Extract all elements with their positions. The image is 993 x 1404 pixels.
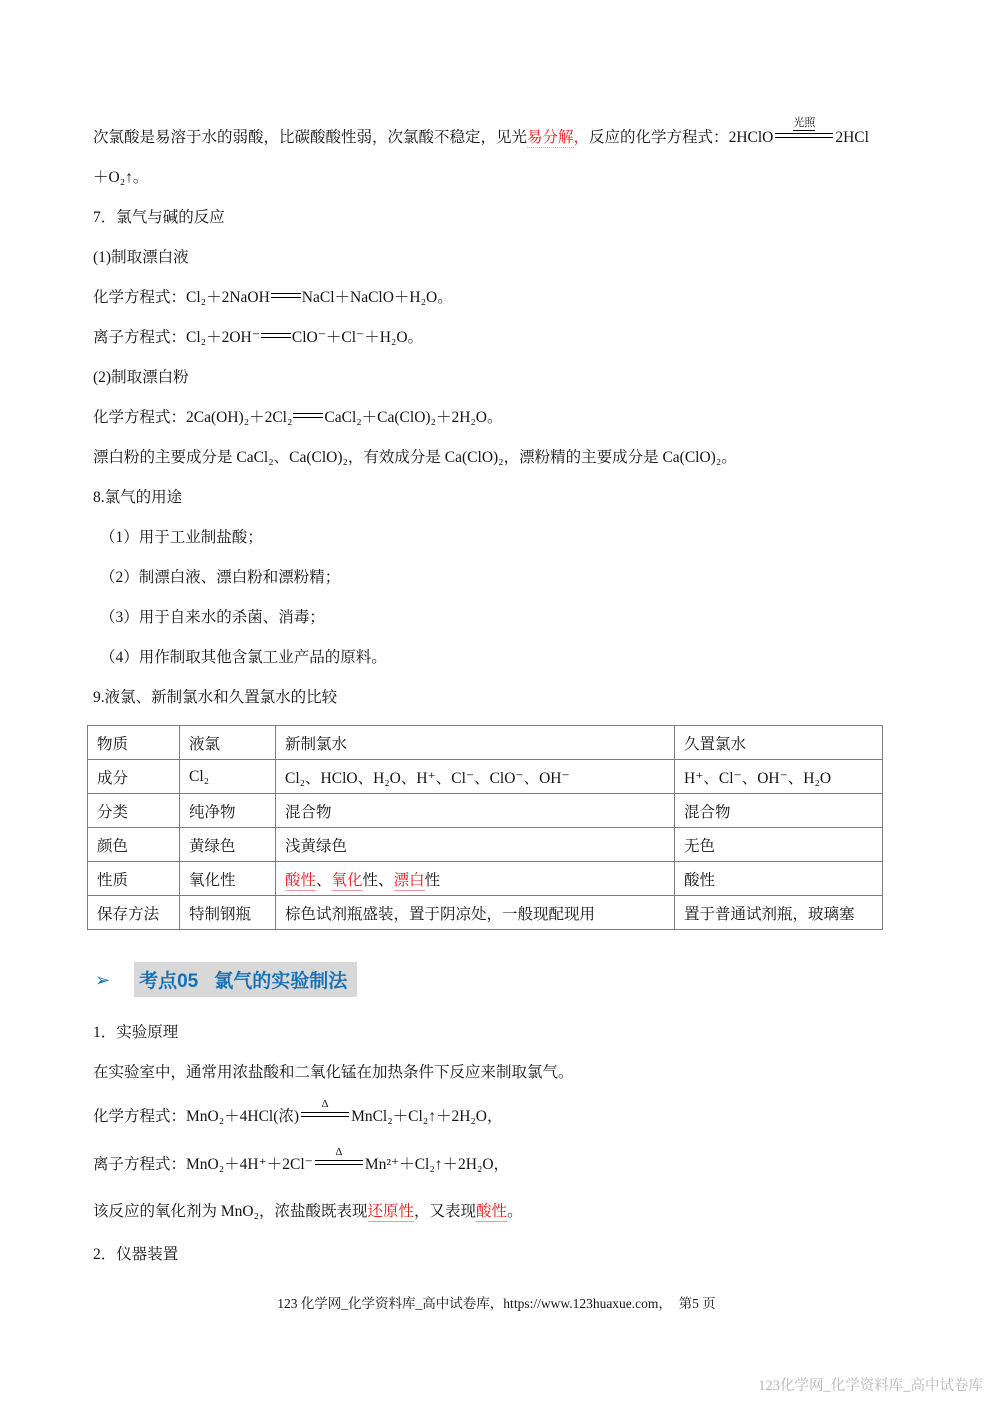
- oxidant-mid: ，又表现: [414, 1203, 477, 1220]
- cell-aged: 酸性: [675, 862, 883, 896]
- document-body: [93, 118, 903, 1275]
- header-substance: 物质: [88, 726, 180, 760]
- heading-section-7: 7．氯气与碱的反应: [93, 209, 225, 226]
- topic-heading: [134, 962, 357, 997]
- topic-heading-block: [93, 962, 903, 997]
- cell-liquid: 黄绿色: [180, 828, 276, 862]
- double-bond-line: [271, 293, 301, 298]
- item-bleach-liquid: (1)制取漂白液: [93, 249, 189, 266]
- equation-bleach-liquid-ionic: [93, 318, 903, 358]
- condition-light-label: 光照: [793, 117, 815, 131]
- row-label: 颜色: [88, 828, 180, 862]
- heading-exp-principle: 1．实验原理: [93, 1024, 179, 1041]
- red-comma: ，: [573, 129, 590, 146]
- double-bond-line-heat: [315, 1145, 363, 1165]
- eq-lhs: Cl₂＋2NaOH: [186, 289, 270, 306]
- para-hclo-line2: ＋O₂↑。: [93, 169, 149, 186]
- para-bleach-powder-note: 漂白粉的主要成分是 CaCl₂、Ca(ClO)₂，有效成分是 Ca(ClO)₂，漂粉精的主要成分是 Ca(ClO)₂。: [93, 449, 737, 466]
- red-term-decompose: 易分解: [527, 129, 574, 146]
- eq-rhs: CaCl₂＋Ca(ClO)₂＋2H₂O。: [324, 409, 503, 426]
- use-item-3: （3）用于自来水的杀菌、消毒；: [100, 609, 325, 626]
- eq-label: 化学方程式：: [93, 1108, 187, 1125]
- plain-sep: 、: [316, 871, 332, 889]
- cell-liquid: 氧化性: [180, 862, 276, 896]
- red-term-acidic: 酸性: [285, 871, 317, 889]
- cell-fresh: 混合物: [276, 794, 675, 828]
- equation-bleach-liquid-chemical: [93, 278, 903, 318]
- cell-aged: 置于普通试剂瓶，玻璃塞: [675, 896, 883, 930]
- cell-aged: 混合物: [675, 794, 883, 828]
- eq-rhs: MnCl₂＋Cl₂↑＋2H₂O，: [351, 1108, 503, 1125]
- para-lab-method: 在实验室中，通常用浓盐酸和二氧化锰在加热条件下反应来制取氯气。: [93, 1064, 574, 1081]
- use-item-1: （1）用于工业制盐酸；: [100, 529, 263, 546]
- double-bond-line: [261, 333, 291, 338]
- eq-label: 化学方程式：: [93, 409, 187, 426]
- topic-title: 氯气的实验制法: [214, 971, 348, 992]
- topic-number: 考点05: [139, 971, 199, 992]
- eq-lhs: MnO₂＋4H⁺＋2Cl⁻: [186, 1156, 313, 1173]
- table-row-color: [88, 828, 883, 862]
- cell-aged: 无色: [675, 828, 883, 862]
- eq-rhs: NaCl＋NaClO＋H₂O。: [301, 289, 453, 306]
- cell-fresh: 浅黄绿色: [276, 828, 675, 862]
- page-footer: 123 化学网_化学资料库_高中试卷库，https://www.123huaxue.com， 第5 页: [277, 1296, 716, 1311]
- eq-rhs: ClO⁻＋Cl⁻＋H₂O。: [291, 329, 424, 346]
- plain-sep: 性: [424, 871, 441, 889]
- hclo-text-pre: 次氯酸是易溶于水的弱酸，比碳酸酸性弱，次氯酸不稳定，见光: [93, 129, 528, 146]
- red-term-acidic2: 酸性: [476, 1203, 508, 1220]
- cell-fresh: Cl₂、HClO、H₂O、H⁺、Cl⁻、ClO⁻、OH⁻: [276, 760, 675, 794]
- equation-mno2-chemical: [93, 1093, 903, 1141]
- double-bond-line-light: [775, 116, 833, 138]
- hclo-text-post: 反应的化学方程式：: [589, 129, 729, 146]
- table-row-composition: [88, 760, 883, 794]
- para-oxidant-note: [93, 1189, 903, 1235]
- eq-rhs: Mn²⁺＋Cl₂↑＋2H₂O，: [364, 1156, 510, 1173]
- eq-label: 离子方程式：: [93, 329, 187, 346]
- cell-liquid: 纯净物: [180, 794, 276, 828]
- cell-fresh-properties: [276, 862, 675, 896]
- eq-hclo-rhs: 2HCl: [835, 129, 869, 146]
- heading-exp-apparatus: 2．仪器装置: [93, 1246, 179, 1263]
- table-row-classification: [88, 794, 883, 828]
- heading-section-9: 9.液氯、新制氯水和久置氯水的比较: [93, 689, 338, 706]
- eq-label: 化学方程式：: [93, 289, 187, 306]
- oxidant-pre: 该反应的氧化剂为 MnO₂，浓盐酸既表现: [93, 1203, 368, 1220]
- eq-lhs: MnO₂＋4HCl(浓): [186, 1108, 300, 1125]
- header-aged-chlorine-water: 久置氯水: [675, 726, 883, 760]
- red-term-reducing: 还原性: [367, 1203, 415, 1220]
- eq-lhs: 2Ca(OH)₂＋2Cl₂: [186, 409, 293, 426]
- red-term-oxidizing: 氧化: [331, 871, 363, 889]
- comparison-table: [87, 725, 883, 930]
- row-label: 成分: [88, 760, 180, 794]
- row-label: 分类: [88, 794, 180, 828]
- condition-heat-label: Δ: [335, 1145, 343, 1158]
- double-bond-line-heat: [301, 1097, 349, 1117]
- watermark-text: 123化学网_化学资料库_高中试卷库: [758, 1378, 983, 1394]
- table-row-properties: [88, 862, 883, 896]
- item-bleach-powder: (2)制取漂白粉: [93, 369, 189, 386]
- eq-label: 离子方程式：: [93, 1156, 187, 1173]
- use-item-2: （2）制漂白液、漂白粉和漂粉精；: [100, 569, 341, 586]
- table-row-storage: [88, 896, 883, 930]
- arrow-bullet-icon: ➢: [95, 969, 111, 990]
- row-label: 性质: [88, 862, 180, 896]
- cell-liquid: 特制钢瓶: [180, 896, 276, 930]
- header-fresh-chlorine-water: 新制氯水: [276, 726, 675, 760]
- use-item-4: （4）用作制取其他含氯工业产品的原料。: [100, 649, 387, 666]
- cell-aged: H⁺、Cl⁻、OH⁻、H₂O: [675, 760, 883, 794]
- double-bond-line: [293, 413, 323, 418]
- condition-heat-label: Δ: [321, 1097, 329, 1110]
- header-liquid-chlorine: 液氯: [180, 726, 276, 760]
- row-label: 保存方法: [88, 896, 180, 930]
- plain-sep: 性、: [362, 871, 394, 889]
- red-term-bleaching: 漂白: [393, 871, 425, 889]
- para-hclo-decomposition: [93, 118, 903, 158]
- table-header-row: [88, 726, 883, 760]
- oxidant-post: 。: [507, 1203, 523, 1220]
- heading-section-8: 8.氯气的用途: [93, 489, 183, 506]
- equation-bleach-powder-chemical: [93, 398, 903, 438]
- eq-hclo-lhs: 2HClO: [728, 129, 774, 146]
- cell-liquid: Cl₂: [180, 760, 276, 794]
- cell-fresh: 棕色试剂瓶盛装，置于阴凉处，一般现配现用: [276, 896, 675, 930]
- equation-mno2-ionic: [93, 1141, 903, 1189]
- eq-lhs: Cl₂＋2OH⁻: [186, 329, 260, 346]
